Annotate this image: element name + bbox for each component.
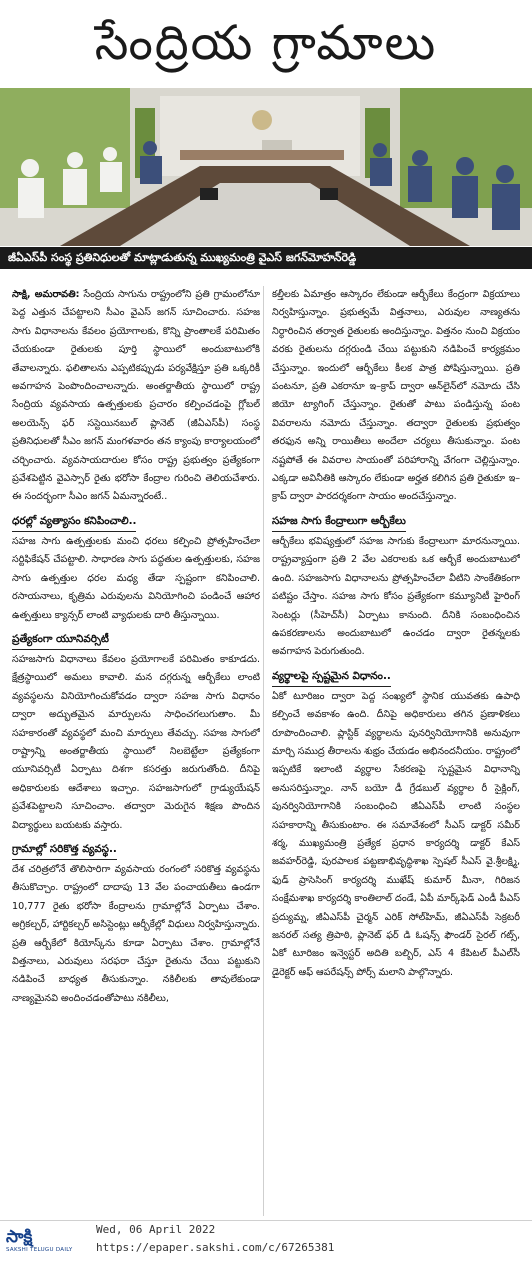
paragraph-ecrop: కల్తీలకు ఏమాత్రం ఆస్కారం లేకుండా ఆర్బీకేలు కేంద్రంగా విక్రయాలు నిర్వహిస్తున్నాం. ప్రభుత్వమే విత్తనాలు, ఎరువుల నాణ్యతను నిర్ధారించిన తర్వాత రైతులకు అందిస్తున్నాం. విత్తనం నుంచి విక్రయం వరకు రైతులను దగ్గరుండి చేయి పట్టుకుని నడిపించే కార్యక్రమం చేస్తున్నాం. ఇందులో ఆర్బీకేలు కీలక పాత్ర పోషిస్తున్నాయి. ప్రతి పంటనూ, ప్రతి ఎకరానూ ఇ–క్రాప్‌ ద్వారా ఆన్‌లైన్‌లో నమోదు చేసి జియో ట్యాగింగ్‌ చేస్తున్నాం. రైతుతో పాటు పండిస్తున్న పంట వివరాలను నమోదు చేస్తున్నాం. తద్వారా రైతులకు ప్రభుత్వం తరఫున అన్ని రాయితీలు అందేలా చర్యలు తీసుకున్నాం. పంట నష్టపోతే ఈ వివరాల సాయంతో పరిహారాన్ని వేగంగా చెల్లిస్తున్నాం. ఎక్కడా అవినీతికి ఆస్కారం లేకుండా అర్హత కలిగిన ప్రతి రైతుకూ ఇ–క్రాప్‌ ద్వారా పారదర్శకంగా సాయం అందచేస్తున్నాం.	[272, 289, 520, 503]
paragraph-waste-policy: ఏకో టూరిజం ద్వారా పెద్ద సంఖ్యలో స్థానిక యువతకు ఉపాధి కల్పించే అవకాశం ఉంది. దీనిపై అధికారులు తగిన ప్రణాళికలు రూపొందించాలి. ప్లాస్టిక్‌ వ్యర్థాలను పునర్వినియోగానికి అనువుగా మార్చి సముద్ర తీరాలను శుభ్రం చేయడం అభినందనీయం. రాష్ట్రంలో ఇప్పటికే ఇలాంటి వ్యర్థాల సేకరణపై స్పష్టమైన విధానాన్ని అనుసరిస్తున్నాం. నాన్‌ బయో డీ గ్రేడబుల్‌ వ్యర్థాల రీ సైక్లింగ్‌, పునర్వినియోగానికి సంబంధించి జీఏఎస్‌పీ లాంటి సంస్థల సహకారాన్ని తీసుకుంటాం. ఈ సమావేశంలో సీఎస్‌ డాక్టర్‌ సమీర్‌ శర్మ, ముఖ్యమంత్రి ప్రత్యేక ప్రధాన కార్యదర్శి డాక్టర్‌ కేఎస్‌ జవహర్‌రెడ్డి, పురపాలక పట్టణాభివృద్ధిశాఖ స్పెషల్‌ సీఎస్‌ వై.శ్రీలక్ష్మి, ఫుడ్‌ ప్రాసెసింగ్‌ కార్యదర్శి ముఖేష్‌ కుమార్‌ మీనా, గిరిజన సంక్షేమశాఖ కార్యదర్శి కాంతిలాల్‌ దండే, ఏపీ మార్క్‌ఫెడ్‌ ఎండీ పీఎస్‌ ప్రద్యుమ్న, జీఏఎస్‌పీ చైర్మన్‌ ఎరిక్‌ సోల్‌హిమ్‌, జీఏఎస్‌పీ సెక్రటరీ జనరల్‌ సత్య త్రిపాఠి, ప్లానెట్‌ ఫర్‌ డి ఓషన్స్‌ ఫౌండర్‌ సైరల్‌ గట్స్‌, ఏకో టూరిజం ఇన్వెస్టర్‌ అదితి బల్బిర్‌, ఎస్‌ 4 కేపిటల్‌ పీఎల్‌సీ డైరెక్టర్‌ ఆఫ్‌ ఆపరేషన్స్‌ పోర్స్‌ మలాని పాల్గొన్నారు.	[272, 690, 520, 978]
news-photo	[0, 88, 532, 246]
photo-caption: జీఏఎస్‌పీ సంస్థ ప్రతినిధులతో మాట్లాడుతున్న ముఖ్యమంత్రి వైఎస్‌ జగన్‌మోహన్‌రెడ్డి	[0, 247, 532, 269]
article-column-right	[272, 286, 520, 1216]
paragraph-certification: సహజ సాగు ఉత్పత్తులకు మంచి ధరలు కల్పించి ప్రోత్సహించేలా సర్టిఫికేషన్‌ చేపట్టాలి. సాధారణ సాగు పద్ధతుల ఉత్పత్తులకు, సహజ సాగు ఉత్పత్తుల ధరల మధ్య తేడా స్పష్టంగా కనిపించాలి. రసాయనాలు, కృత్రిమ ఎరువులను వినియోగించి పండించే ఆహార ఉత్పత్తులు క్యాన్సర్‌ లాంటి వ్యాధులకు దారి తీస్తున్నాయి.	[12, 535, 260, 621]
headline: సేంద్రియ గ్రామాలు	[94, 15, 438, 71]
dateline: సాక్షి, అమరావతి:	[12, 289, 80, 300]
lead-text: సేంద్రియ సాగును రాష్ట్రంలోని ప్రతి గ్రామంలోనూ పెద్ద ఎత్తున చేపట్టాలని సీఎం వైఎస్‌ జగన్‌ సూచించారు. సహజ సాగు విధానాలను కేవలం ప్రయోగాలకు, కొన్ని ప్రాంతాలకే పరిమితం చేయకుండా రైతులకు పూర్తి స్థాయిలో అందుబాటులోకి తేవాలన్నారు. ఫలితాలను ఎప్పటికప్పుడు పర్యవేక్షిస్తూ ప్రతి ఒక్కరికీ అవగాహన పెంపొందించాలన్నారు. అంతర్జాతీయ స్థాయిలో రాష్ట్ర సేంద్రియ వ్యవసాయ ఉత్పత్తులకు ప్రచారం కల్పించడంపై గ్లోబల్‌ అలయెన్స్‌ ఫర్‌ సస్టెయినబుల్‌ ప్లానెట్‌ (జీఏఎస్‌పీ) సంస్థ ప్రతినిధులతో సీఎం జగన్‌ మంగళవారం తన క్యాంపు కార్యాలయంలో చర్చించారు. వ్యవసాయదారుల కోసం రాష్ట్ర ప్రభుత్వం ప్రత్యేకంగా ప్రవేశపెట్టిన వైఎస్సార్‌ రైతు భరోసా కేంద్రాల గురించి తెలియచేశారు. ఈ సందర్భంగా సీఎం జగన్‌ ఏమన్నారంటే..	[12, 289, 260, 503]
subhead-price-difference: ధరల్లో వ్యత్యాసం కనిపించాలి..	[12, 511, 136, 532]
logo-name: సాక్షి	[6, 1227, 33, 1247]
subhead-village-system: గ్రామాల్లో సరికొత్త వ్యవస్థ..	[12, 839, 117, 860]
epaper-link[interactable]: https://epaper.sakshi.com/c/67265381	[96, 1241, 335, 1254]
sakshi-logo[interactable]	[6, 1227, 88, 1255]
subhead-rbk-centres: సహజ సాగు కేంద్రాలుగా ఆర్బీకేలు	[272, 511, 406, 532]
lead-paragraph	[12, 286, 260, 507]
subhead-waste-policy: వ్యర్థాలపై స్పష్టమైన విధానం..	[272, 666, 391, 687]
paragraph-university: సహజసాగు విధానాలు కేవలం ప్రయోగాలకే పరిమితం కాకూడదు. క్షేత్రస్థాయిలో అమలు కావాలి. మన దగ్గరున్న ఆర్బీకేలు లాంటి వ్యవస్థలను వినియోగించుకోవడం ద్వారా సహజ సాగు విధానం ద్వారా అద్భుతమైన మార్పులను సాధించగలుగుతాం. మీ సహకారంతో వ్యవస్థలో మంచి మార్పులు తేవచ్చు. సహజ సాగులో రాష్ట్రాన్ని అంతర్జాతీయ స్థాయిలో నిలబెట్టేలా ప్రత్యేకంగా యూనివర్సిటీ ఏర్పాటు దిశగా కసరత్తు జరుగుతోంది. దీనిపై అధికారులకు ఆదేశాలు ఇచ్చాం. సహజసాగులో గ్రాడ్యుయేషన్‌ ప్రవేశపెట్టాలని సూచించాం. తద్వారా మెరుగైన శిక్షణ పొందిన విద్యార్థులు బయటకు వస్తారు.	[12, 653, 260, 831]
logo-subtitle: SAKSHI TELUGU DAILY	[6, 1247, 73, 1253]
publish-date: Wed, 06 April 2022	[96, 1223, 216, 1236]
epaper-footer	[0, 1220, 532, 1261]
article-column-left	[12, 286, 260, 1216]
paragraph-rbk-centres: ఆర్బీకేలు భవిష్యత్తులో సహజ సాగుకు కేంద్రాలుగా మారనున్నాయి. రాష్ట్రవ్యాప్తంగా ప్రతి 2 వేల ఎకరాలకు ఒక ఆర్బీకే అందుబాటులో ఉంది. సహజసాగు విధానాలను ప్రోత్సహించేలా వీటిని సాంకేతికంగా పటిష్టం చేస్తాం. సహజ సాగు కోసం ప్రత్యేకంగా కమ్యూనిటీ హైరింగ్‌ సెంటర్లు (సీహెచ్‌సీ) ఏర్పాటు కానుంది. దీనికి సంబంధించిన ఉపకరణాలను అందుబాటులో ఉంచడం ద్వారా రైతన్నలకు అవగాహన పెరుగుతుంది.	[272, 535, 520, 658]
subhead-university: ప్రత్యేకంగా యూనివర్సిటీ	[12, 629, 109, 650]
paragraph-village-system: దేశ చరిత్రలోనే తొలిసారిగా వ్యవసాయ రంగంలో సరికొత్త వ్యవస్థను తీసుకొచ్చాం. రాష్ట్రంలో దాదాపు 13 వేల పంచాయతీలు ఉండగా 10,777 రైతు భరోసా కేంద్రాలను గ్రామాల్లోనే ఏర్పాటు చేశాం. అగ్రికల్చర్‌, హార్టికల్చర్‌ అసిస్టెంట్లు ఆర్బీకేల్లో విధులు నిర్వహిస్తున్నారు. ప్రతి ఆర్బీకేలో కియోస్క్‌ను కూడా ఏర్పాటు చేశాం. గ్రామాల్లోనే విత్తనాలు, ఎరువులు సరఫరా చేస్తూ రైతును చేయి పట్టుకుని నడిపించే బాధ్యత తీసుకున్నాం. నకిలీలకు తావులేకుండా నాణ్యమైనవి అందించడంతోపాటు నకిలీలు,	[12, 863, 260, 1004]
column-divider	[263, 286, 264, 1216]
